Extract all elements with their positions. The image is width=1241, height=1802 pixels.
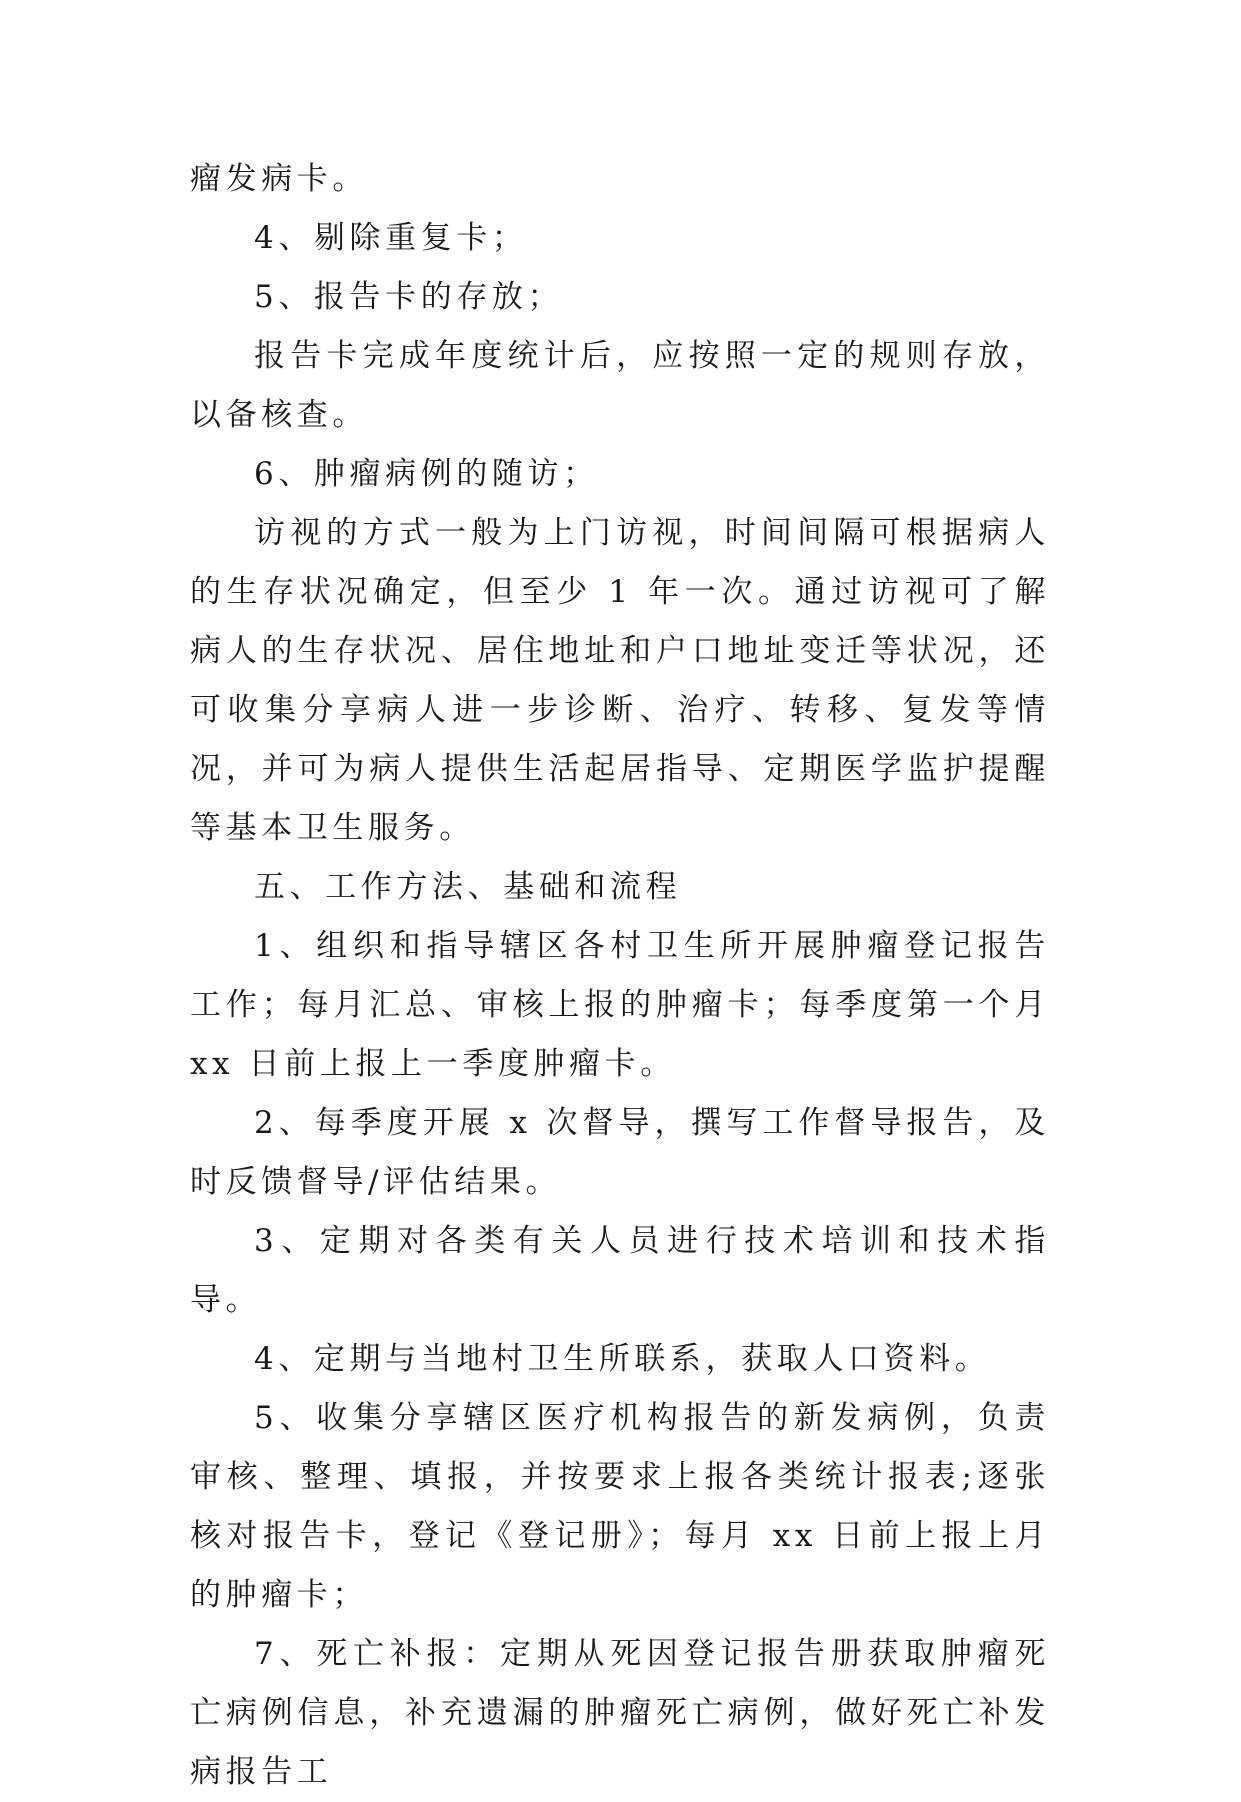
- paragraph: 7、死亡补报：定期从死因登记报告册获取肿瘤死亡病例信息，补充遗漏的肿瘤死亡病例，做好死亡补发病报告工: [190, 1636, 1050, 1790]
- paragraph: 4、定期与当地村卫生所联系，获取人口资料。: [254, 1341, 991, 1377]
- paragraph: 2、每季度开展 x 次督导，撰写工作督导报告，及时反馈督导/评估结果。: [190, 1105, 1050, 1200]
- document-body: [190, 150, 1050, 1802]
- paragraph: 1、组织和指导辖区各村卫生所开展肿瘤登记报告工作；每月汇总、审核上报的肿瘤卡；每季度第一个月 xx 日前上报上一季度肿瘤卡。: [190, 928, 1050, 1082]
- section-heading: 五、工作方法、基础和流程: [254, 869, 682, 905]
- paragraph: 5、报告卡的存放；: [254, 279, 564, 315]
- paragraph: 6、肿瘤病例的随访；: [254, 456, 599, 492]
- paragraph: 3、定期对各类有关人员进行技术培训和技术指导。: [190, 1223, 1050, 1318]
- paragraph: 访视的方式一般为上门访视，时间间隔可根据病人的生存状况确定，但至少 1 年一次。通过访视可了解病人的生存状况、居住地址和户口地址变迁等状况，还可收集分享病人进一步诊断、治疗、转移、复发等情况，并可为病人提供生活起居指导、定期医学监护提醒等基本卫生服务。: [190, 515, 1050, 846]
- paragraph: 瘤发病卡。: [190, 161, 368, 197]
- paragraph: 4、剔除重复卡；: [254, 220, 528, 256]
- paragraph: 5、收集分享辖区医疗机构报告的新发病例，负责审核、整理、填报，并按要求上报各类统计报表;逐张核对报告卡，登记《登记册》；每月 xx 日前上报上月的肿瘤卡；: [190, 1400, 1050, 1613]
- paragraph: 报告卡完成年度统计后，应按照一定的规则存放，以备核查。: [190, 338, 1050, 433]
